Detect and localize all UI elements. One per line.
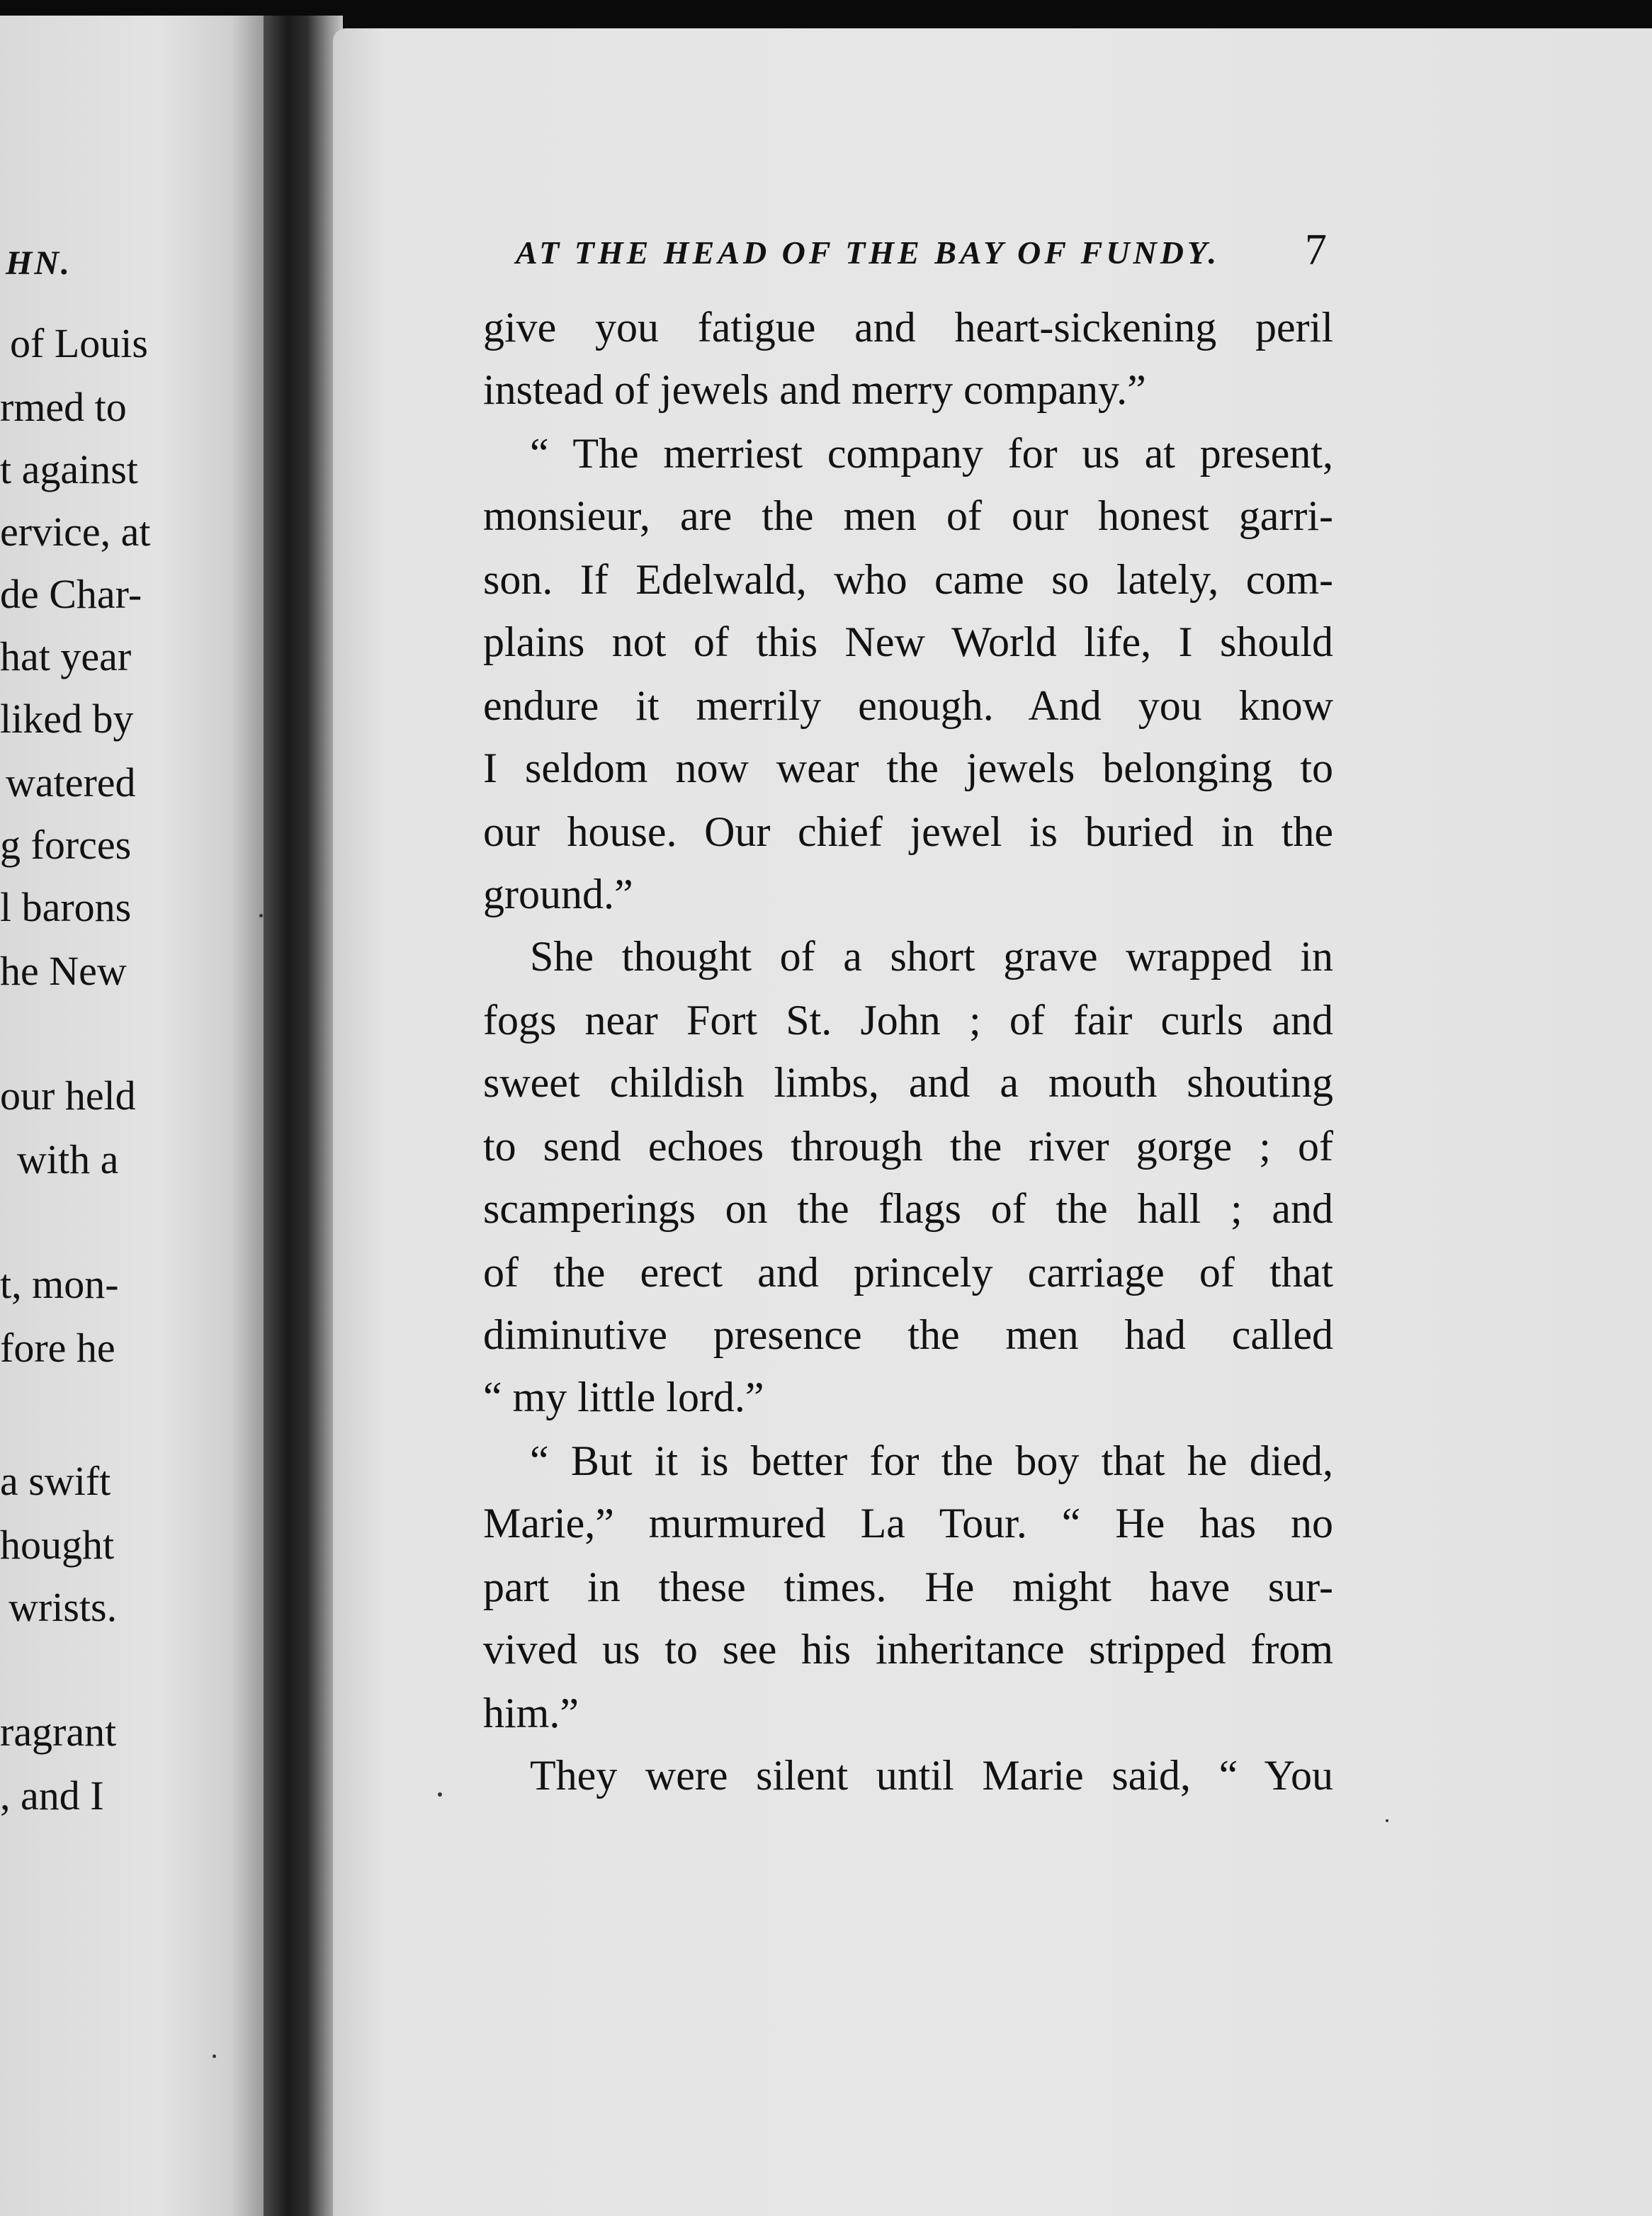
paper-speck [438, 1792, 442, 1797]
paper-speck [259, 914, 263, 917]
left-line: fore he [0, 1325, 115, 1371]
text-line: sweet childish limbs, and a mouth shouting [483, 1059, 1333, 1106]
text-line: of the erect and princely carriage of that [483, 1249, 1333, 1296]
text-line: our house. Our chief jewel is buried in the [483, 808, 1333, 855]
text-line: instead of jewels and merry company.” [483, 366, 1146, 413]
left-line: t against [0, 446, 138, 492]
text-line: give you fatigue and heart-sickening peril [483, 304, 1333, 351]
text-line: plains not of this New World life, I should [483, 618, 1333, 665]
left-line: , and I [0, 1773, 104, 1819]
running-head: AT THE HEAD OF THE BAY OF FUNDY. [516, 234, 1221, 271]
text-line: “ my little lord.” [483, 1374, 764, 1420]
text-line: “ But it is better for the boy that he died, [530, 1437, 1333, 1484]
text-line: “ The merriest company for us at present, [530, 430, 1333, 477]
paper-speck [213, 2054, 216, 2058]
text-line: endure it merrily enough. And you know [483, 682, 1333, 729]
text-line: Marie,” murmured La Tour. “ He has no [483, 1500, 1333, 1547]
text-line: vived us to see his inheritance stripped from [483, 1626, 1333, 1673]
left-line: liked by [0, 696, 134, 742]
text-line: him.” [483, 1690, 579, 1736]
text-line: to send echoes through the river gorge ; of [483, 1123, 1333, 1170]
left-line: ragrant [0, 1709, 117, 1755]
text-line: ground.” [483, 871, 633, 917]
left-line: with a [17, 1136, 119, 1182]
paper-speck [1386, 1819, 1388, 1822]
text-line: They were silent until Marie said, “ You [530, 1752, 1333, 1799]
left-line: ervice, at [0, 509, 151, 555]
left-facing-page [0, 16, 264, 2216]
left-line: hought [0, 1522, 115, 1568]
left-line: of Louis [10, 320, 148, 366]
left-line: l barons [0, 884, 132, 930]
book-gutter [264, 16, 343, 2216]
text-line: diminutive presence the men had called [483, 1311, 1333, 1358]
text-line: monsieur, are the men of our honest garri- [483, 492, 1333, 539]
left-line: rmed to [0, 384, 127, 430]
text-line: She thought of a short grave wrapped in [530, 933, 1333, 980]
text-line: I seldom now wear the jewels belonging to [483, 745, 1333, 791]
left-line: a swift [0, 1458, 111, 1504]
left-line: hat year [0, 633, 132, 679]
left-line: de Char- [0, 571, 142, 617]
left-line: wrists. [9, 1584, 118, 1630]
text-line: fogs near Fort St. John ; of fair curls and [483, 997, 1333, 1044]
text-line: part in these times. He might have sur- [483, 1564, 1333, 1610]
text-line: scamperings on the flags of the hall ; and [483, 1185, 1333, 1232]
left-line: watered [6, 759, 136, 805]
text-line: son. If Edelwald, who came so lately, com- [483, 556, 1333, 603]
left-line: he New [0, 948, 127, 994]
left-line: t, mon- [0, 1261, 119, 1307]
left-running-head: HN. [6, 244, 72, 282]
left-line: g forces [0, 822, 132, 868]
left-line: our held [0, 1073, 136, 1119]
page-number: 7 [1305, 226, 1327, 274]
